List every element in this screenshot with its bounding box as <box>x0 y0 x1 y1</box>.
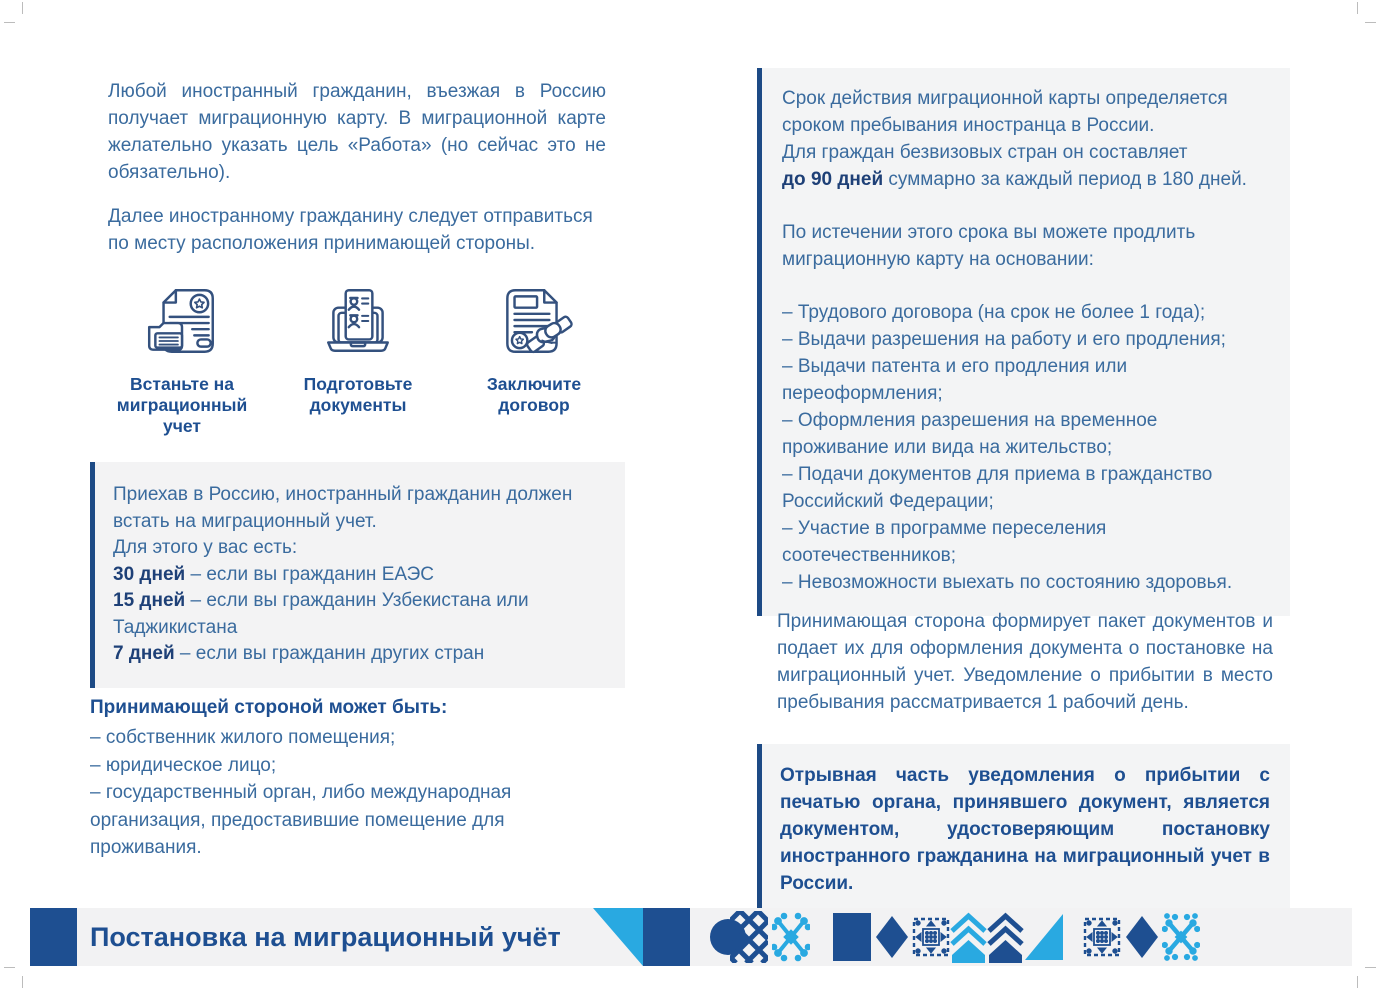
step-label: Подготовьте документы <box>303 374 413 415</box>
crop-mark <box>1357 976 1358 988</box>
steps-row <box>98 280 618 437</box>
extension-item: – Невозможности выехать по состоянию здоровья. <box>782 572 1233 593</box>
extension-intro: По истечении этого срока вы можете продлить миграционную карту на основании: <box>782 222 1196 270</box>
contract-handshake-icon <box>493 280 575 362</box>
host-party-paragraph: Принимающая сторона формирует пакет документов и подает их для оформления документа о постановке на миграционный учет. Уведомление о прибытии в место пребывания рассматривается 1 рабочий день. <box>777 611 1273 713</box>
ninety-days-line: до 90 дней суммарно за каждый период в 180 дней. <box>782 169 1247 190</box>
validity-paragraph: Срок действия миграционной карты определяется сроком пребывания иностранца в России. <box>782 88 1228 136</box>
extension-item: – Участие в программе переселения соотечественников; <box>782 518 1107 566</box>
floral-tile-ornament-icon <box>1083 911 1121 963</box>
extension-item: – Выдачи патента и его продления или переоформления; <box>782 356 1128 404</box>
crop-mark <box>1365 22 1376 23</box>
diamond-navy-ornament <box>876 916 908 958</box>
extension-item: – Оформления разрешения на временное проживание или вида на жительство; <box>782 410 1158 458</box>
diamond-navy-ornament <box>1126 916 1158 958</box>
crop-mark <box>1357 2 1358 14</box>
tear-off-notice-box <box>757 744 1290 915</box>
zigzag-navy-ornament-icon <box>987 911 1024 963</box>
page-title: Постановка на миграционный учёт <box>90 921 561 952</box>
snowflake-light-ornament-icon <box>1162 911 1200 963</box>
zigzag-light-ornament-icon <box>950 911 987 963</box>
migration-card-validity-box <box>757 68 1290 616</box>
crop-mark <box>4 22 15 23</box>
host-party-heading: Принимающей стороной может быть: <box>90 697 448 718</box>
crop-mark <box>4 967 15 968</box>
visa-free-line: Для граждан безвизовых стран он составляет <box>782 142 1188 163</box>
crop-mark <box>22 976 23 988</box>
square-navy-ornament <box>30 908 77 966</box>
footer-strip <box>30 908 1352 966</box>
square-navy-ornament <box>643 908 690 966</box>
step-sign-contract <box>450 280 618 437</box>
info-box-intro: Приехав в Россию, иностранный гражданин должен встать на миграционный учет. <box>113 484 573 532</box>
extension-item: – Выдачи разрешения на работу и его продления; <box>782 329 1226 350</box>
step-label: Заключите договор <box>486 374 582 415</box>
host-party-section <box>90 694 610 862</box>
deadline-item: 15 дней – если вы гражданин Узбекистана или Таджикистана <box>113 590 529 638</box>
lattice-ornament-icon <box>730 911 768 963</box>
laptop-documents-icon <box>317 280 399 362</box>
step-label: Встаньте на миграционный учет <box>116 374 248 436</box>
next-step-paragraph: Далее иностранному гражданину следует отправиться по месту расположения принимающей стороны. <box>108 206 593 254</box>
extension-item: – Подачи документов для приема в гражданство Российский Федерации; <box>782 464 1213 512</box>
triangle-light-ornament <box>593 908 643 966</box>
step-registration <box>98 280 266 437</box>
triangle-light-ornament <box>1025 914 1063 960</box>
registration-deadlines-box <box>90 462 625 688</box>
step-prepare-documents <box>274 280 442 437</box>
extension-item: – Трудового договора (на срок не более 1 года); <box>782 302 1206 323</box>
deadline-item: 30 дней – если вы гражданин ЕАЭС <box>113 563 435 585</box>
deadline-item: 7 дней – если вы гражданин других стран <box>113 643 485 664</box>
host-party-item: – юридическое лицо; <box>90 754 277 776</box>
intro-paragraph: Любой иностранный гражданин, въезжая в Россию получает миграционную карту. В миграционной карте желательно указать цель «Работа» (но сейчас это не обязательно). <box>108 81 606 183</box>
tear-off-notice-text: Отрывная часть уведомления о прибытии с печатью органа, принявшего документ, является документом, удостоверяющим постановку иностранного гражданина на миграционный учет в России. <box>780 765 1270 894</box>
info-box-lead: Для этого у вас есть: <box>113 537 298 558</box>
square-navy-ornament <box>833 913 871 961</box>
crop-mark <box>1365 967 1376 968</box>
host-party-item: – собственник жилого помещения; <box>90 727 396 748</box>
host-party-item: – государственный орган, либо международная организация, предоставившие помещение для проживания. <box>90 782 512 858</box>
curl-cross-ornament-icon <box>772 911 810 963</box>
floral-tile-ornament-icon <box>912 911 950 963</box>
registration-document-folder-icon <box>141 280 223 362</box>
crop-mark <box>22 2 23 14</box>
